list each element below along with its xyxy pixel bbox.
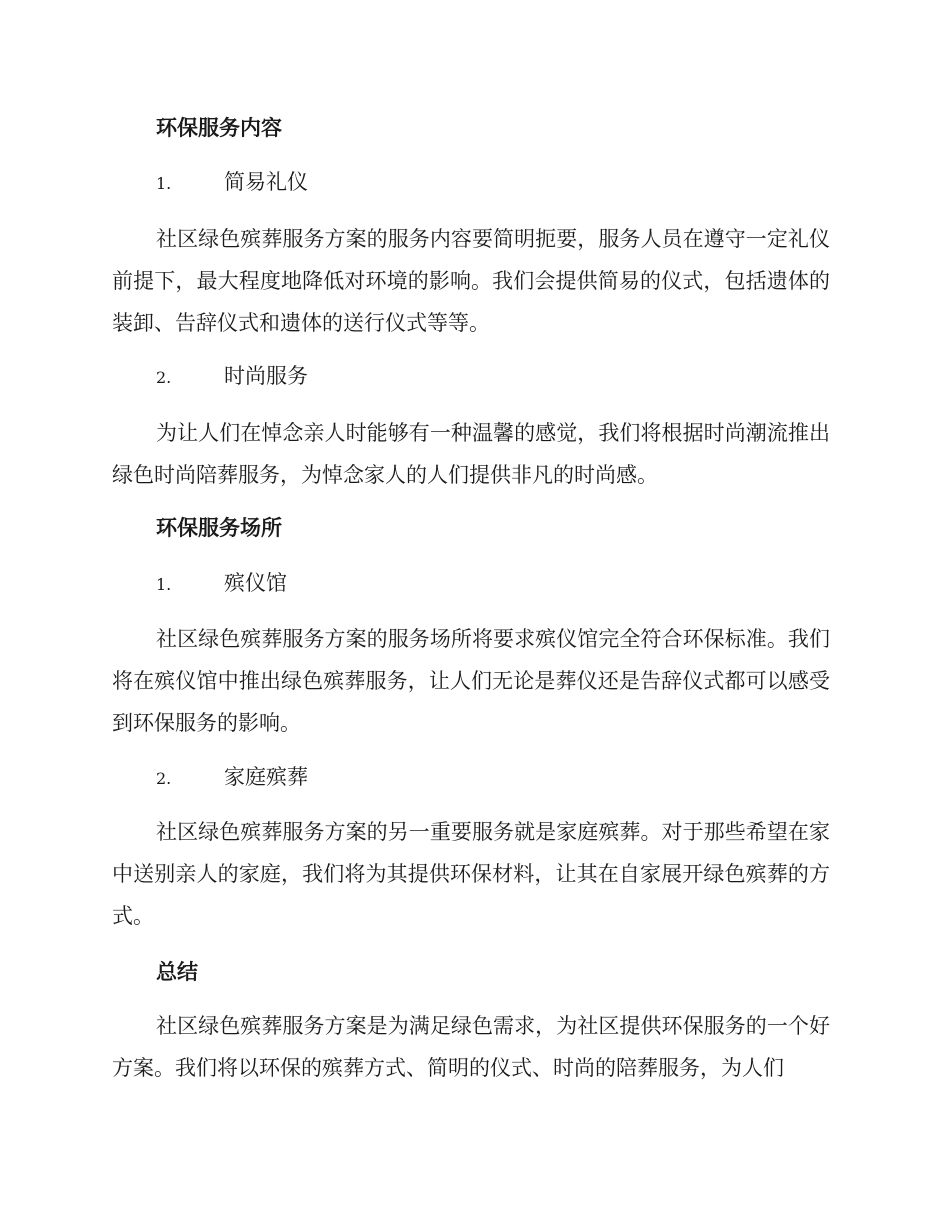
list-item (156, 364, 308, 390)
list-item-number: 2. (156, 769, 172, 788)
list-item-title: 家庭殡葬 (224, 765, 308, 789)
list-item-number: 1. (156, 575, 172, 594)
list-item-number: 1. (156, 174, 172, 193)
section-heading: 总结 (156, 960, 198, 984)
list-item-title: 时尚服务 (224, 364, 308, 388)
paragraph: 社区绿色殡葬服务方案的服务内容要简明扼要，服务人员在遵守一定礼仪前提下，最大程度地降低对环境的影响。我们会提供简易的仪式，包括遗体的装卸、告辞仪式和遗体的送行仪式等等。 (112, 227, 830, 335)
section-heading: 环保服务场所 (156, 516, 282, 540)
section-heading: 环保服务内容 (156, 116, 282, 140)
list-item (156, 571, 287, 597)
list-item (156, 170, 308, 196)
paragraph: 为让人们在悼念亲人时能够有一种温馨的感觉，我们将根据时尚潮流推出绿色时尚陪葬服务，为悼念家人的人们提供非凡的时尚感。 (112, 421, 830, 487)
list-item (156, 765, 308, 791)
paragraph: 社区绿色殡葬服务方案的另一重要服务就是家庭殡葬。对于那些希望在家中送别亲人的家庭，我们将为其提供环保材料，让其在自家展开绿色殡葬的方式。 (112, 820, 830, 928)
list-item-title: 殡仪馆 (224, 571, 287, 595)
paragraph: 社区绿色殡葬服务方案是为满足绿色需求，为社区提供环保服务的一个好方案。我们将以环保的殡葬方式、简明的仪式、时尚的陪葬服务，为人们 (112, 1014, 830, 1080)
list-item-title: 简易礼仪 (224, 170, 308, 194)
list-item-number: 2. (156, 368, 172, 387)
paragraph: 社区绿色殡葬服务方案的服务场所将要求殡仪馆完全符合环保标准。我们将在殡仪馆中推出绿色殡葬服务，让人们无论是葬仪还是告辞仪式都可以感受到环保服务的影响。 (112, 627, 830, 735)
